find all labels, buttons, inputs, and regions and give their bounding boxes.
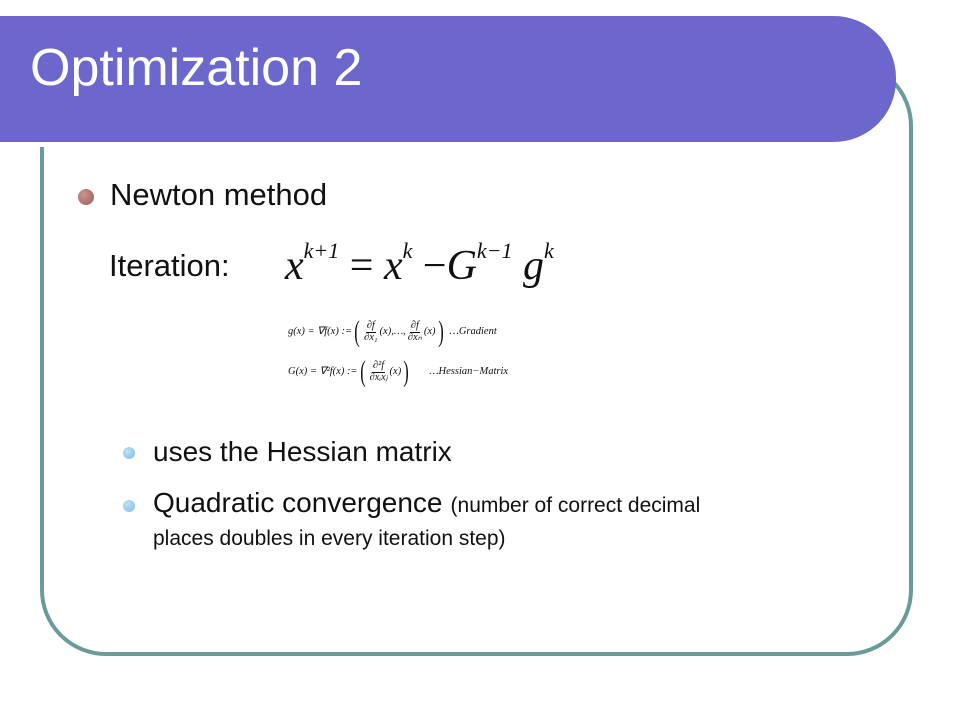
formula-x: x [285,243,304,289]
gradient-formula [288,312,508,352]
frac-num: ∂f [410,320,419,331]
formula-x-k: x [383,243,403,289]
formula-g: g [523,243,545,289]
frac-den: ∂x₁ [364,331,378,343]
formula-sup-k-g: k [544,238,554,263]
formula-sup-k-plus-1: k+1 [303,238,340,263]
frac-num: ∂f [366,320,375,331]
sub-bullet-dot [123,447,135,459]
sub-bullet-dot [123,500,135,512]
fraction [370,361,388,383]
hessian-formula [288,352,508,392]
sub-bullet-quadratic [153,487,700,519]
quadratic-note-part1: (number of correct decimal [450,494,701,517]
formula-sup-k-inv: k−1 [476,238,513,263]
hessian-lhs: G(x) = ∇²f(x) := [288,365,358,377]
formula-G: G [446,243,477,289]
iteration-label: Iteration: [109,248,230,283]
fraction [408,321,422,343]
gradient-mid: (x),…, [379,325,406,337]
bullet-dot [78,189,94,205]
hessian-label: …Hessian−Matrix [429,365,509,377]
formula-sup-k: k [402,238,413,263]
formula-equals: = [349,243,374,289]
frac-num: ∂²f [372,360,385,371]
gradient-lhs: g(x) = ∇f(x) := [288,325,353,337]
right-paren: ) [403,355,409,388]
formula-minus: − [422,243,447,289]
newton-iteration-formula [285,238,554,290]
hessian-end: (x) [389,365,402,377]
left-paren: ( [359,355,366,388]
left-paren: ( [354,315,360,348]
sub-bullet-hessian: uses the Hessian matrix [153,436,452,467]
fraction [364,321,378,343]
gradient-end: (x) [423,325,436,337]
quadratic-convergence-text: Quadratic convergence [153,487,443,518]
definition-formulas [288,312,508,392]
title-underline [0,142,848,147]
frac-den: ∂xₙ [407,331,422,343]
right-paren: ) [437,315,444,348]
quadratic-note-part2: places doubles in every iteration step) [153,527,506,550]
gradient-label: …Gradient [449,325,497,337]
bullet-newton-method: Newton method [110,177,328,212]
slide-title: Optimization 2 [30,39,363,97]
frac-den: ∂xᵢxⱼ [369,371,388,383]
